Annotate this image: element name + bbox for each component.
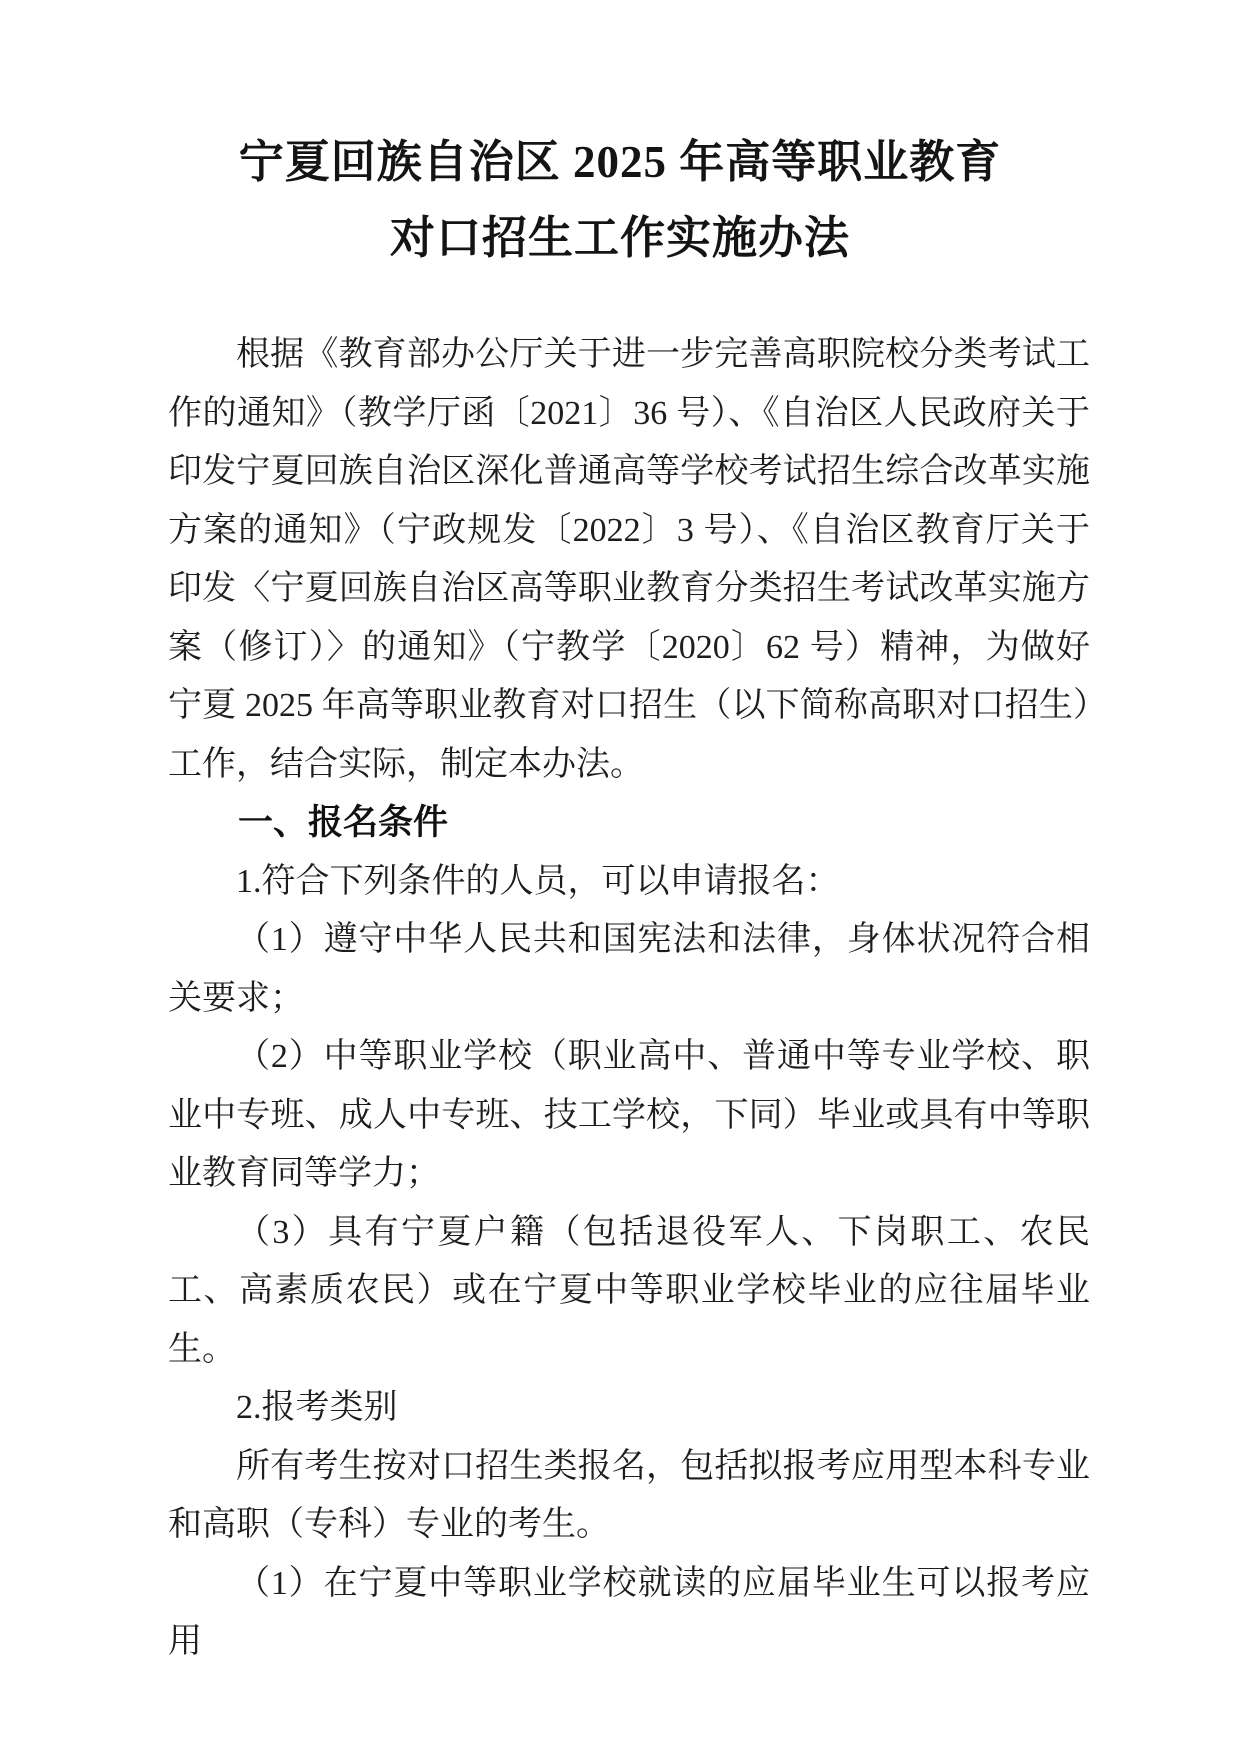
section-heading-registration-conditions: 一、报名条件: [238, 803, 449, 842]
item-category-1: （1）在宁夏中等职业学校就读的应届毕业生可以报考应用: [168, 1564, 1090, 1660]
item-eligibility-1: （1）遵守中华人民共和国宪法和法律，身体状况符合相关要求；: [168, 921, 1090, 1017]
document-title-line-2: 对口招生工作实施办法: [389, 213, 850, 263]
document-title-line-1: 宁夏回族自治区 2025 年高等职业教育: [238, 137, 1002, 187]
paragraph-exam-categories: 所有考生按对口招生类报名，包括拟报考应用型本科专业和高职（专科）专业的考生。: [168, 1447, 1090, 1543]
subsection-heading-exam-categories: 2.报考类别: [236, 1389, 398, 1426]
intro-paragraph: 根据《教育部办公厅关于进一步完善高职院校分类考试工作的通知》（教学厅函〔2021〕36 号）、《自治区人民政府关于印发宁夏回族自治区深化普通高等学校考试招生综合改革实施方案的通知》（宁政规发〔2022〕3 号）、《自治区教育厅关于印发〈宁夏回族自治区高等职业教育分类招生考试改革实施方案（修订）〉的通知》（宁教学〔2020〕62 号）精神，为做好宁夏 2025 年高等职业教育对口招生（以下简称高职对口招生）工作，结合实际，制定本办法。: [168, 336, 1090, 783]
item-eligibility-2: （2）中等职业学校（职业高中、普通中等专业学校、职业中专班、成人中专班、技工学校，下同）毕业或具有中等职业教育同等学力；: [168, 1038, 1090, 1192]
item-eligibility-intro: 1.符合下列条件的人员，可以申请报名：: [236, 862, 840, 900]
document-body: [168, 326, 1090, 1672]
item-eligibility-3: （3）具有宁夏户籍（包括退役军人、下岗职工、农民工、高素质农民）或在宁夏中等职业学校毕业的应往届毕业生。: [168, 1213, 1090, 1368]
document-title: [0, 0, 1240, 276]
